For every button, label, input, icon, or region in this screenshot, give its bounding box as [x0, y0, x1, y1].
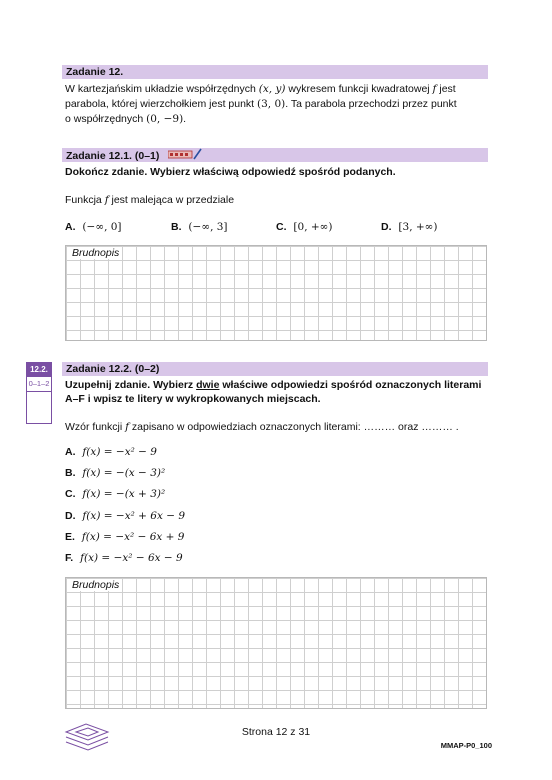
- math-expression: f: [125, 421, 129, 433]
- scratchpad-grid[interactable]: [65, 577, 487, 709]
- math-expression: (3, 0): [257, 98, 286, 110]
- task12-2-stem: [65, 420, 459, 434]
- task12-heading: Zadanie 12.: [62, 65, 488, 79]
- task12-2-instruction-line2: A–F i wpisz te litery w wykropkowanych miejscach.: [65, 393, 321, 405]
- scratchpad-grid[interactable]: [65, 245, 487, 341]
- task12-line2: [65, 97, 457, 111]
- formula-option-c[interactable]: [65, 488, 165, 500]
- page-number: Strona 12 z 31: [241, 726, 311, 738]
- task12-text: o współrzędnych: [65, 113, 144, 125]
- formula-rhs: −x² − 9: [115, 446, 157, 458]
- stem-text: Wzór funkcji: [65, 421, 123, 433]
- formula-rhs: −x² − 6x − 9: [113, 552, 183, 564]
- formula-rhs: −x² + 6x − 9: [115, 510, 186, 522]
- formula-rhs: −x² − 6x + 9: [115, 531, 185, 543]
- option-value: [0, +∞): [293, 221, 333, 233]
- score-box-number: 12.2.: [27, 363, 51, 377]
- stem-text: Funkcja: [65, 194, 102, 206]
- math-expression: (x, y): [258, 83, 286, 95]
- option-letter: E.: [65, 531, 75, 543]
- math-expression: f: [432, 83, 437, 95]
- task12-line3: [65, 112, 186, 126]
- formula-lhs: f(x) =: [82, 467, 116, 479]
- formula-lhs: f(x) =: [82, 488, 116, 500]
- option-value: (−∞, 0]: [82, 221, 122, 233]
- task12-text: jest: [439, 83, 456, 95]
- formula-option-a[interactable]: [65, 446, 157, 458]
- formula-lhs: f(x) =: [82, 446, 116, 458]
- math-expression: (0, −9): [146, 113, 184, 125]
- task12-text: parabola, której wierzchołkiem jest punkt: [65, 98, 255, 110]
- score-box-range: 0–1–2: [27, 377, 51, 392]
- formula-lhs: f(x) =: [81, 531, 116, 543]
- instruction-text: Uzupełnij zdanie. Wybierz: [65, 379, 194, 391]
- stem-text: jest malejąca w przedziale: [111, 194, 235, 206]
- stem-text: zapisano w odpowiedziach oznaczonych literami: ……… oraz ……… .: [131, 421, 459, 433]
- formula-rhs: −(x − 3)²: [115, 467, 166, 479]
- option-letter: C.: [276, 221, 287, 233]
- answer-option-b[interactable]: [171, 221, 228, 233]
- option-letter: D.: [381, 221, 392, 233]
- formula-option-b[interactable]: [65, 467, 165, 479]
- option-letter: C.: [65, 488, 76, 500]
- option-letter: A.: [65, 221, 76, 233]
- math-expression: f: [104, 194, 109, 206]
- task12-text: . Ta parabola przechodzi przez punkt: [285, 98, 457, 110]
- task12-1-stem: [65, 193, 234, 207]
- instruction-emphasis: dwie: [196, 379, 220, 391]
- task12-2-heading: Zadanie 12.2. (0–2): [62, 362, 488, 376]
- option-letter: A.: [65, 446, 76, 458]
- task12-1-instruction: Dokończ zdanie. Wybierz właściwą odpowiedź spośród podanych.: [65, 166, 396, 178]
- task12-2-instruction: [65, 378, 481, 392]
- formula-lhs: f(x) =: [80, 552, 114, 564]
- score-box: [26, 362, 52, 424]
- task12-text: W kartezjańskim układzie współrzędnych: [65, 83, 256, 95]
- task12-text: .: [183, 113, 187, 125]
- task12-text: wykresem funkcji kwadratowej: [288, 83, 430, 95]
- task12-1-heading: [62, 148, 488, 162]
- task12-1-heading-text: Zadanie 12.1. (0–1): [66, 149, 160, 162]
- option-letter: D.: [65, 510, 76, 522]
- calculator-pen-icon: [168, 148, 202, 164]
- scratchpad-label: Brudnopis: [72, 579, 120, 591]
- option-value: [3, +∞): [398, 221, 438, 233]
- option-letter: B.: [171, 221, 182, 233]
- formula-rhs: −(x + 3)²: [115, 488, 166, 500]
- exam-code: MMAP-P0_100: [440, 741, 492, 750]
- option-letter: F.: [65, 552, 74, 564]
- answer-option-d[interactable]: [381, 221, 438, 233]
- formula-option-e[interactable]: [65, 531, 185, 543]
- scratchpad-label: Brudnopis: [72, 247, 120, 259]
- instruction-text: właściwe odpowiedzi spośród oznaczonych literami: [222, 379, 482, 391]
- formula-option-f[interactable]: [65, 552, 183, 564]
- formula-lhs: f(x) =: [82, 510, 116, 522]
- option-letter: B.: [65, 467, 76, 479]
- option-value: (−∞, 3]: [188, 221, 228, 233]
- answer-option-c[interactable]: [276, 221, 333, 233]
- formula-option-d[interactable]: [65, 510, 185, 522]
- answer-option-a[interactable]: [65, 221, 122, 233]
- task12-line1: [65, 82, 456, 96]
